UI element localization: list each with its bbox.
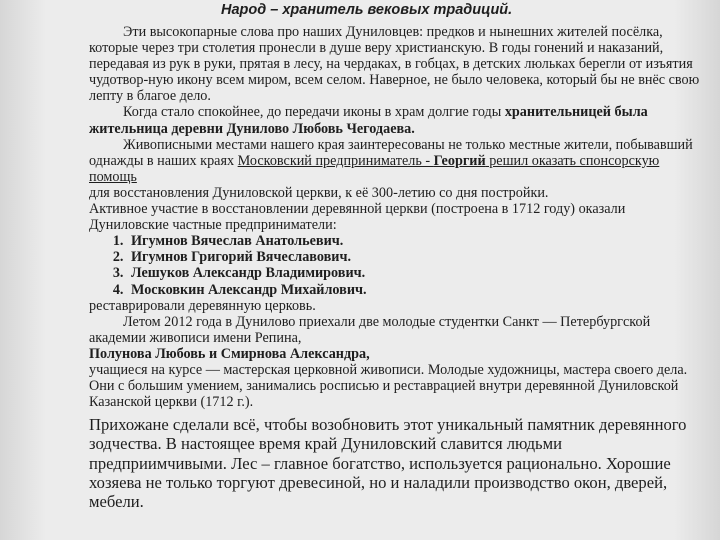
paragraph-sponsor-purpose: для восстановления Дуниловской церкви, к её 300-летию со дня постройки. xyxy=(89,184,549,201)
sponsor-link-1: Московский предприниматель - xyxy=(237,152,434,169)
paragraph-students: Летом 2012 года в Дунилово приехали две молодые студентки Санкт — Петербургской академии живописи имени Репина, xyxy=(89,313,651,346)
students-names xyxy=(89,346,703,362)
list-item: 1. Игумнов Вячеслав Анатольевич. xyxy=(127,233,703,249)
icon-keeper-text: Когда стало спокойнее, до передачи иконы в храм долгие годы xyxy=(123,104,505,121)
paragraph-intro: Эти высокопарные слова про наших Дуниловцев: предков и нынешних жителей посёлка, которые через три столетия пронесли в душе веру христианскую. В годы гонений и наказаний, передавая из рук в руки, прятая в лесу, на чердаках, в гобцах, в детских люльках берегли от изъятия чудотвор-ную икону всем миром, всем селом. Наверное, не было человека, который бы не внёс свою лепту в благое дело. xyxy=(89,24,700,105)
paragraph-conclusion: Прихожане сделали всё, чтобы возобновить этот уникальный памятник деревянного зодчества. В настоящее время край Дуниловский славится людьми предприимчивыми. Лес – главное богатство, используется рационально. Хорошие хозяева не только торгуют древесиной, но и наладили производство окон, дверей, мебели. xyxy=(89,415,687,512)
paragraph-restoration: реставрировали деревянную церковь. xyxy=(89,297,316,314)
sponsor-link-2: решил оказать спонсорскую помощь xyxy=(89,152,660,185)
list-item: 3. Лешуков Александр Владимирович. xyxy=(127,265,703,281)
paragraph-icon-keeper xyxy=(89,104,703,136)
paragraph-sponsor xyxy=(89,137,703,185)
paragraph-students-work: учащиеся на курсе — мастерская церковной живописи. Молодые художницы, мастера своего дела. Они с большим умением, занимались росписью и реставрацией внутри деревянной Дуниловской Казанской церкви (1712 г.). xyxy=(89,361,688,411)
entrepreneurs-list xyxy=(89,233,703,297)
icon-keeper-name: хранительницей была жительница деревни Дунилово Любовь Чегодаева. xyxy=(89,104,648,137)
list-item: 2. Игумнов Григорий Вячеславович. xyxy=(127,249,703,265)
document-body xyxy=(89,24,703,511)
page-title: Народ – хранитель вековых традиций. xyxy=(221,2,513,18)
sponsor-text: Живописными местами нашего края заинтересованы не только местные жители, побывавший однажды в наших краях xyxy=(89,136,693,169)
sponsor-name: Георгий xyxy=(433,152,486,169)
document-page xyxy=(89,0,703,540)
students-names-text: Полунова Любовь и Смирнова Александра, xyxy=(89,345,370,362)
list-item: 4. Московкин Александр Михайлович. xyxy=(127,282,703,298)
slide-edge-left xyxy=(0,0,46,540)
paragraph-entrepreneurs: Активное участие в восстановлении деревянной церкви (построена в 1712 году) оказали Дуниловские частные предприниматели: xyxy=(89,201,626,234)
